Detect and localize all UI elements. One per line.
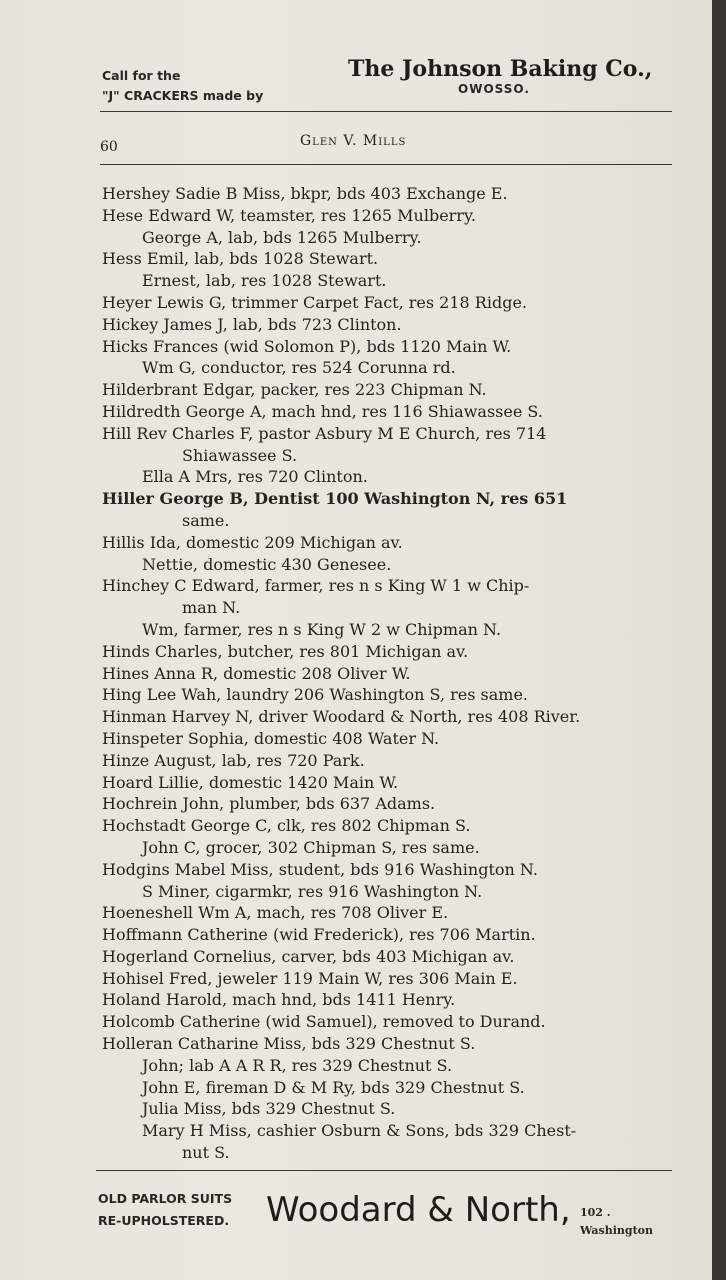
directory-entry: Hoffmann Catherine (wid Frederick), res 706 Martin. xyxy=(102,925,536,945)
page-number: 60 xyxy=(100,139,118,155)
footer-ad-line2: RE-UPHOLSTERED. xyxy=(98,1213,230,1228)
header-advert xyxy=(102,66,263,106)
directory-entry: Hilderbrant Edgar, packer, res 223 Chipman N. xyxy=(102,380,487,400)
directory-entry: man N. xyxy=(182,598,241,618)
directory-entry: Wm G, conductor, res 524 Corunna rd. xyxy=(142,358,456,378)
directory-entry: Hildredth George A, mach hnd, res 116 Shiawassee S. xyxy=(102,401,543,421)
footer-advert xyxy=(98,1188,232,1232)
footer-address xyxy=(580,1204,653,1240)
directory-entry: Hohisel Fred, jeweler 119 Main W, res 306 Main E. xyxy=(102,968,518,988)
directory-entry: Ernest, lab, res 1028 Stewart. xyxy=(142,271,387,291)
directory-entry: Holleran Catharine Miss, bds 329 Chestnut S. xyxy=(102,1034,476,1054)
directory-entry: Hinze August, lab, res 720 Park. xyxy=(102,750,365,770)
directory-entry: Hicks Frances (wid Solomon P), bds 1120 Main W. xyxy=(102,336,512,356)
directory-entry: Hinds Charles, butcher, res 801 Michigan av. xyxy=(102,641,469,661)
directory-entry: George A, lab, bds 1265 Mulberry. xyxy=(142,227,422,247)
directory-entry: Hese Edward W, teamster, res 1265 Mulberry. xyxy=(102,205,476,225)
directory-entry: John; lab A A R R, res 329 Chestnut S. xyxy=(142,1055,453,1075)
header-ad-line2: "J" CRACKERS made by xyxy=(102,88,264,103)
directory-entry: Hochrein John, plumber, bds 637 Adams. xyxy=(102,794,436,814)
footer-rule xyxy=(96,1170,672,1171)
directory-entry: Hochstadt George C, clk, res 802 Chipman S. xyxy=(102,816,471,836)
footer-addr-line2: Washington xyxy=(580,1224,653,1237)
directory-entry: Julia Miss, bds 329 Chestnut S. xyxy=(142,1099,396,1119)
directory-entry: Hodgins Mabel Miss, student, bds 916 Washington N. xyxy=(102,859,538,879)
directory-entry: Hill Rev Charles F, pastor Asbury M E Church, res 714 xyxy=(102,423,547,443)
header-city: OWOSSO. xyxy=(458,82,530,96)
header-company: The Johnson Baking Co., xyxy=(348,56,653,82)
directory-entry: Hickey James J, lab, bds 723 Clinton. xyxy=(102,314,402,334)
directory-entry: Hillis Ida, domestic 209 Michigan av. xyxy=(102,532,403,552)
directory-entry: Nettie, domestic 430 Genesee. xyxy=(142,554,392,574)
directory-entry: Hinman Harvey N, driver Woodard & North, res 408 River. xyxy=(102,707,581,727)
directory-entry: Hoeneshell Wm A, mach, res 708 Oliver E. xyxy=(102,903,449,923)
directory-entry: Shiawassee S. xyxy=(182,445,298,465)
directory-entries xyxy=(102,183,702,1164)
directory-entry: Wm, farmer, res n s King W 2 w Chipman N. xyxy=(142,619,502,639)
directory-entry: same. xyxy=(182,510,230,530)
header-ad-line1: Call for the xyxy=(102,68,181,83)
directory-entry: Hoard Lillie, domestic 1420 Main W. xyxy=(102,772,399,792)
directory-entry: Hogerland Cornelius, carver, bds 403 Michigan av. xyxy=(102,946,515,966)
directory-entry: Hiller George B, Dentist 100 Washington N, res 651 xyxy=(102,489,568,509)
directory-entry: John E, fireman D & M Ry, bds 329 Chestnut S. xyxy=(142,1077,525,1097)
directory-entry: S Miner, cigarmkr, res 916 Washington N. xyxy=(142,881,483,901)
directory-entry: Heyer Lewis G, trimmer Carpet Fact, res 218 Ridge. xyxy=(102,292,528,312)
directory-entry: Hershey Sadie B Miss, bkpr, bds 403 Exchange E. xyxy=(102,184,508,203)
book-spine xyxy=(712,0,726,1280)
running-head: Glen V. Mills xyxy=(300,133,407,149)
directory-entry: Hinspeter Sophia, domestic 408 Water N. xyxy=(102,728,440,748)
running-head-rule xyxy=(100,164,672,165)
footer-ad-line1: OLD PARLOR SUITS xyxy=(98,1191,233,1206)
directory-entry: Ella A Mrs, res 720 Clinton. xyxy=(142,467,368,487)
directory-entry: Hines Anna R, domestic 208 Oliver W. xyxy=(102,663,411,683)
footer-company: Woodard & North, xyxy=(266,1190,571,1230)
directory-entry: Mary H Miss, cashier Osburn & Sons, bds 329 Chest- xyxy=(142,1121,577,1141)
directory-entry: Hinchey C Edward, farmer, res n s King W 1 w Chip- xyxy=(102,576,530,596)
directory-entry: John C, grocer, 302 Chipman S, res same. xyxy=(142,837,480,857)
directory-entry: Hess Emil, lab, bds 1028 Stewart. xyxy=(102,249,379,269)
directory-entry: Holcomb Catherine (wid Samuel), removed to Durand. xyxy=(102,1012,546,1032)
footer-addr-line1: 102 . xyxy=(580,1206,611,1219)
directory-entry: nut S. xyxy=(182,1143,230,1163)
header-rule xyxy=(100,111,672,112)
directory-entry: Holand Harold, mach hnd, bds 1411 Henry. xyxy=(102,990,456,1010)
directory-entry: Hing Lee Wah, laundry 206 Washington S, res same. xyxy=(102,685,529,705)
